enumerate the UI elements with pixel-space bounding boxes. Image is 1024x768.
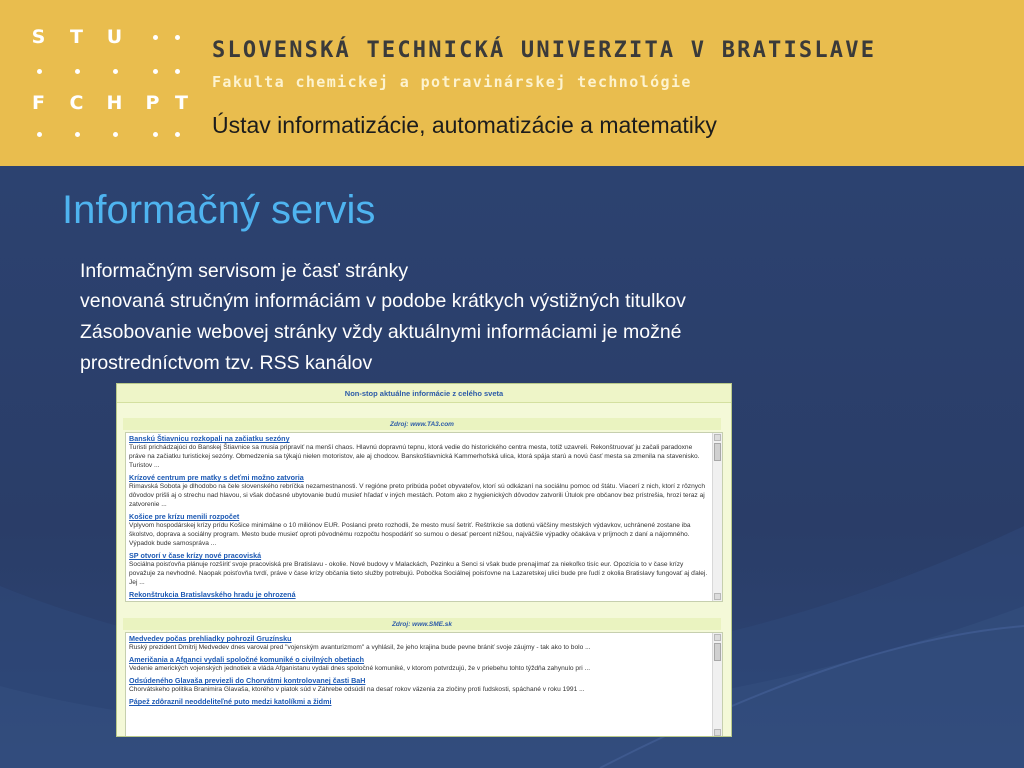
feed-box-sme: [125, 632, 723, 737]
slide-title: Informačný servis: [62, 188, 376, 232]
logo-dot: [175, 132, 180, 137]
scrollbar[interactable]: [712, 433, 722, 601]
body-line: venovaná stručným informáciám v podobe krátkych výstižných titulkov: [80, 290, 686, 312]
feed-item-title-link[interactable]: Banskú Štiavnicu rozkopali na začiatku sezóny: [129, 434, 290, 443]
feed-item: [126, 675, 712, 696]
feed-item-description: Sociálna poisťovňa plánuje rozšíriť svoje pracoviská pre Bratislavu - okolie. Nové budovy v Malackách, Pezinku a Senci si však bude prenajímať za niekoľko tisíc eur. Opozícia to v čase krízy považuje za nevhodné. Naopak poisťovňa tvrdí, práve v čase krízy občania tieto služby potrebujú. Pobočka Sociálnej poisťovne na Lazaretskej ulici bude pre ľudí z okolia Bratislavy fungovať aj ďalej. Jej ...: [129, 561, 708, 586]
scroll-up-arrow[interactable]: [714, 634, 721, 641]
feed-item-title-link[interactable]: Pápež zdôraznil neoddeliteľné puto medzi katolíkmi a židmi: [129, 697, 332, 706]
logo-dot: [153, 69, 158, 74]
screenshot-heading: Non-stop aktuálne informácie z celého sveta: [117, 384, 731, 403]
body-line: Informačným servisom je časť stránky: [80, 260, 409, 282]
logo-dot: [75, 69, 80, 74]
scroll-thumb[interactable]: [714, 443, 721, 461]
scroll-down-arrow[interactable]: [714, 729, 721, 736]
logo-dot: [37, 132, 42, 137]
feed-item: [126, 633, 712, 654]
feed-item: [126, 472, 712, 511]
stu-fchpt-logo: [22, 22, 192, 142]
rss-screenshot: [116, 383, 732, 737]
logo-letter: F: [32, 92, 46, 114]
source-label: Zdroj: www.TA3.com: [123, 418, 721, 430]
feed-item: [126, 589, 712, 601]
header-band: [0, 0, 1024, 166]
logo-dot: [175, 69, 180, 74]
faculty-name: Fakulta chemickej a potravinárskej technológie: [212, 73, 692, 91]
scroll-down-arrow[interactable]: [714, 593, 721, 600]
feed-item-title-link[interactable]: Odsúdeného Glavaša previezli do Chorvátmi kontrolovanej časti BaH: [129, 676, 366, 685]
feed-list: [126, 433, 712, 601]
feed-item: [126, 433, 712, 472]
feed-item-description: Ruský prezident Dmitrij Medvedev dnes varoval pred "vojenským avanturizmom" a vyhlásil, že jeho krajina bude pevne brániť svoje záujmy - tak ako to bolo ...: [129, 644, 591, 651]
feed-item: [126, 550, 712, 589]
feed-list: [126, 633, 712, 737]
scroll-up-arrow[interactable]: [714, 434, 721, 441]
university-name: SLOVENSKÁ TECHNICKÁ UNIVERZITA V BRATISLAVE: [212, 38, 877, 63]
scrollbar[interactable]: [712, 633, 722, 737]
feed-item: [126, 654, 712, 675]
logo-dot: [113, 69, 118, 74]
feed-item-title-link[interactable]: Američania a Afganci vydali spoločné komuniké o civilných obetiach: [129, 655, 364, 664]
feed-box-ta3: [125, 432, 723, 602]
feed-item-description: Rimavská Sobota je dlhodobo na čele slovenského rebríčka nezamestnanosti. V regióne preto pribúda počet obyvateľov, ktorí sú odkázaní na sociálnu pomoc od štátu. Viacerí z nich, ktorí z rôznych dôvodov prišli aj o strechu nad hlavou, si však dočasné ubytovanie budú musieť hľadať v iných mestách. Potom ako z hygienických dôvodov zatvorili Útulok pre občanov bez prístrešia, hrozí teraz aj zatvorenie ...: [129, 483, 706, 508]
feed-item-title-link[interactable]: SP otvorí v čase krízy nové pracoviská: [129, 551, 262, 560]
logo-letter: T: [175, 92, 189, 114]
logo-dot: [113, 132, 118, 137]
feed-item: [126, 511, 712, 550]
logo-letter: C: [69, 92, 85, 114]
body-line: prostredníctvom tzv. RSS kanálov: [80, 352, 373, 374]
feed-item: [126, 696, 712, 708]
feed-item-description: Turisti prichádzajúci do Banskej Štiavnice sa musia pripraviť na menší chaos. Hlavnú dopravnú tepnu, ktorá vedie do historického centra mesta, totiž uzavreli. Rekonštruovať ju začali paradoxne práve na začiatku turistickej sezóny. Obmedzenia sa týkajú nielen motoristov, ale aj chodcov. Banskoštiavnická Kammerhofská ulica, ktorá spája starú a novú časť mesta sa zmenila na stavenisko. Turistov ...: [129, 444, 700, 469]
logo-letter: H: [106, 92, 124, 114]
logo-letter: T: [70, 26, 84, 48]
feed-item-title-link[interactable]: Košice pre krízu menili rozpočet: [129, 512, 240, 521]
logo-dot: [175, 35, 180, 40]
logo-letter: S: [31, 26, 47, 48]
feed-item-title-link[interactable]: Rekonštrukcia Bratislavského hradu je ohrozená: [129, 590, 296, 599]
scroll-thumb[interactable]: [714, 643, 721, 661]
logo-letter: U: [106, 26, 124, 48]
feed-item-description: Vplyvom hospodárskej krízy prídu Košice minimálne o 10 miliónov EUR. Poslanci preto rozhodli, že mesto musí šetriť. Reštrikcie sa dotknú väčšiny mestských výdavkov, uchránené zostane iba školstvo, doprava a sociálny program. Mesto bude musieť oproti pôvodnému rozpočtu hospodáriť so sumou o desať percent nižšou, najväčšie výpadky očakáva v príjmoch z daní a nájomného. Výpadok bude samospráva ...: [129, 522, 691, 547]
feed-item-description: Vedenie amerických vojenských jednotiek a vláda Afganistanu vydali dnes spoločné komuniké, v ktorom potvrdzujú, že v priebehu tohto týždňa zahynulo pri ...: [129, 665, 591, 672]
logo-dot: [75, 132, 80, 137]
logo-dot: [153, 35, 158, 40]
logo-dot: [37, 69, 42, 74]
institute-name: Ústav informatizácie, automatizácie a matematiky: [212, 112, 717, 138]
source-label: Zdroj: www.SME.sk: [123, 618, 721, 630]
body-line: Zásobovanie webovej stránky vždy aktuálnymi informáciami je možné: [80, 321, 682, 343]
feed-item-title-link[interactable]: Krízové centrum pre matky s deťmi možno zatvoria: [129, 473, 304, 482]
logo-dot: [153, 132, 158, 137]
logo-letter: P: [145, 92, 161, 114]
feed-item-title-link[interactable]: Medvedev počas prehliadky pohrozil Gruzínsku: [129, 634, 292, 643]
feed-item-description: Chorvátskeho politika Branimira Glavaša, ktorého v piatok súd v Záhrebe odsúdil na desať rokov väzenia za zločiny proti ľudskosti, spáchané v roku 1991 ...: [129, 686, 585, 693]
